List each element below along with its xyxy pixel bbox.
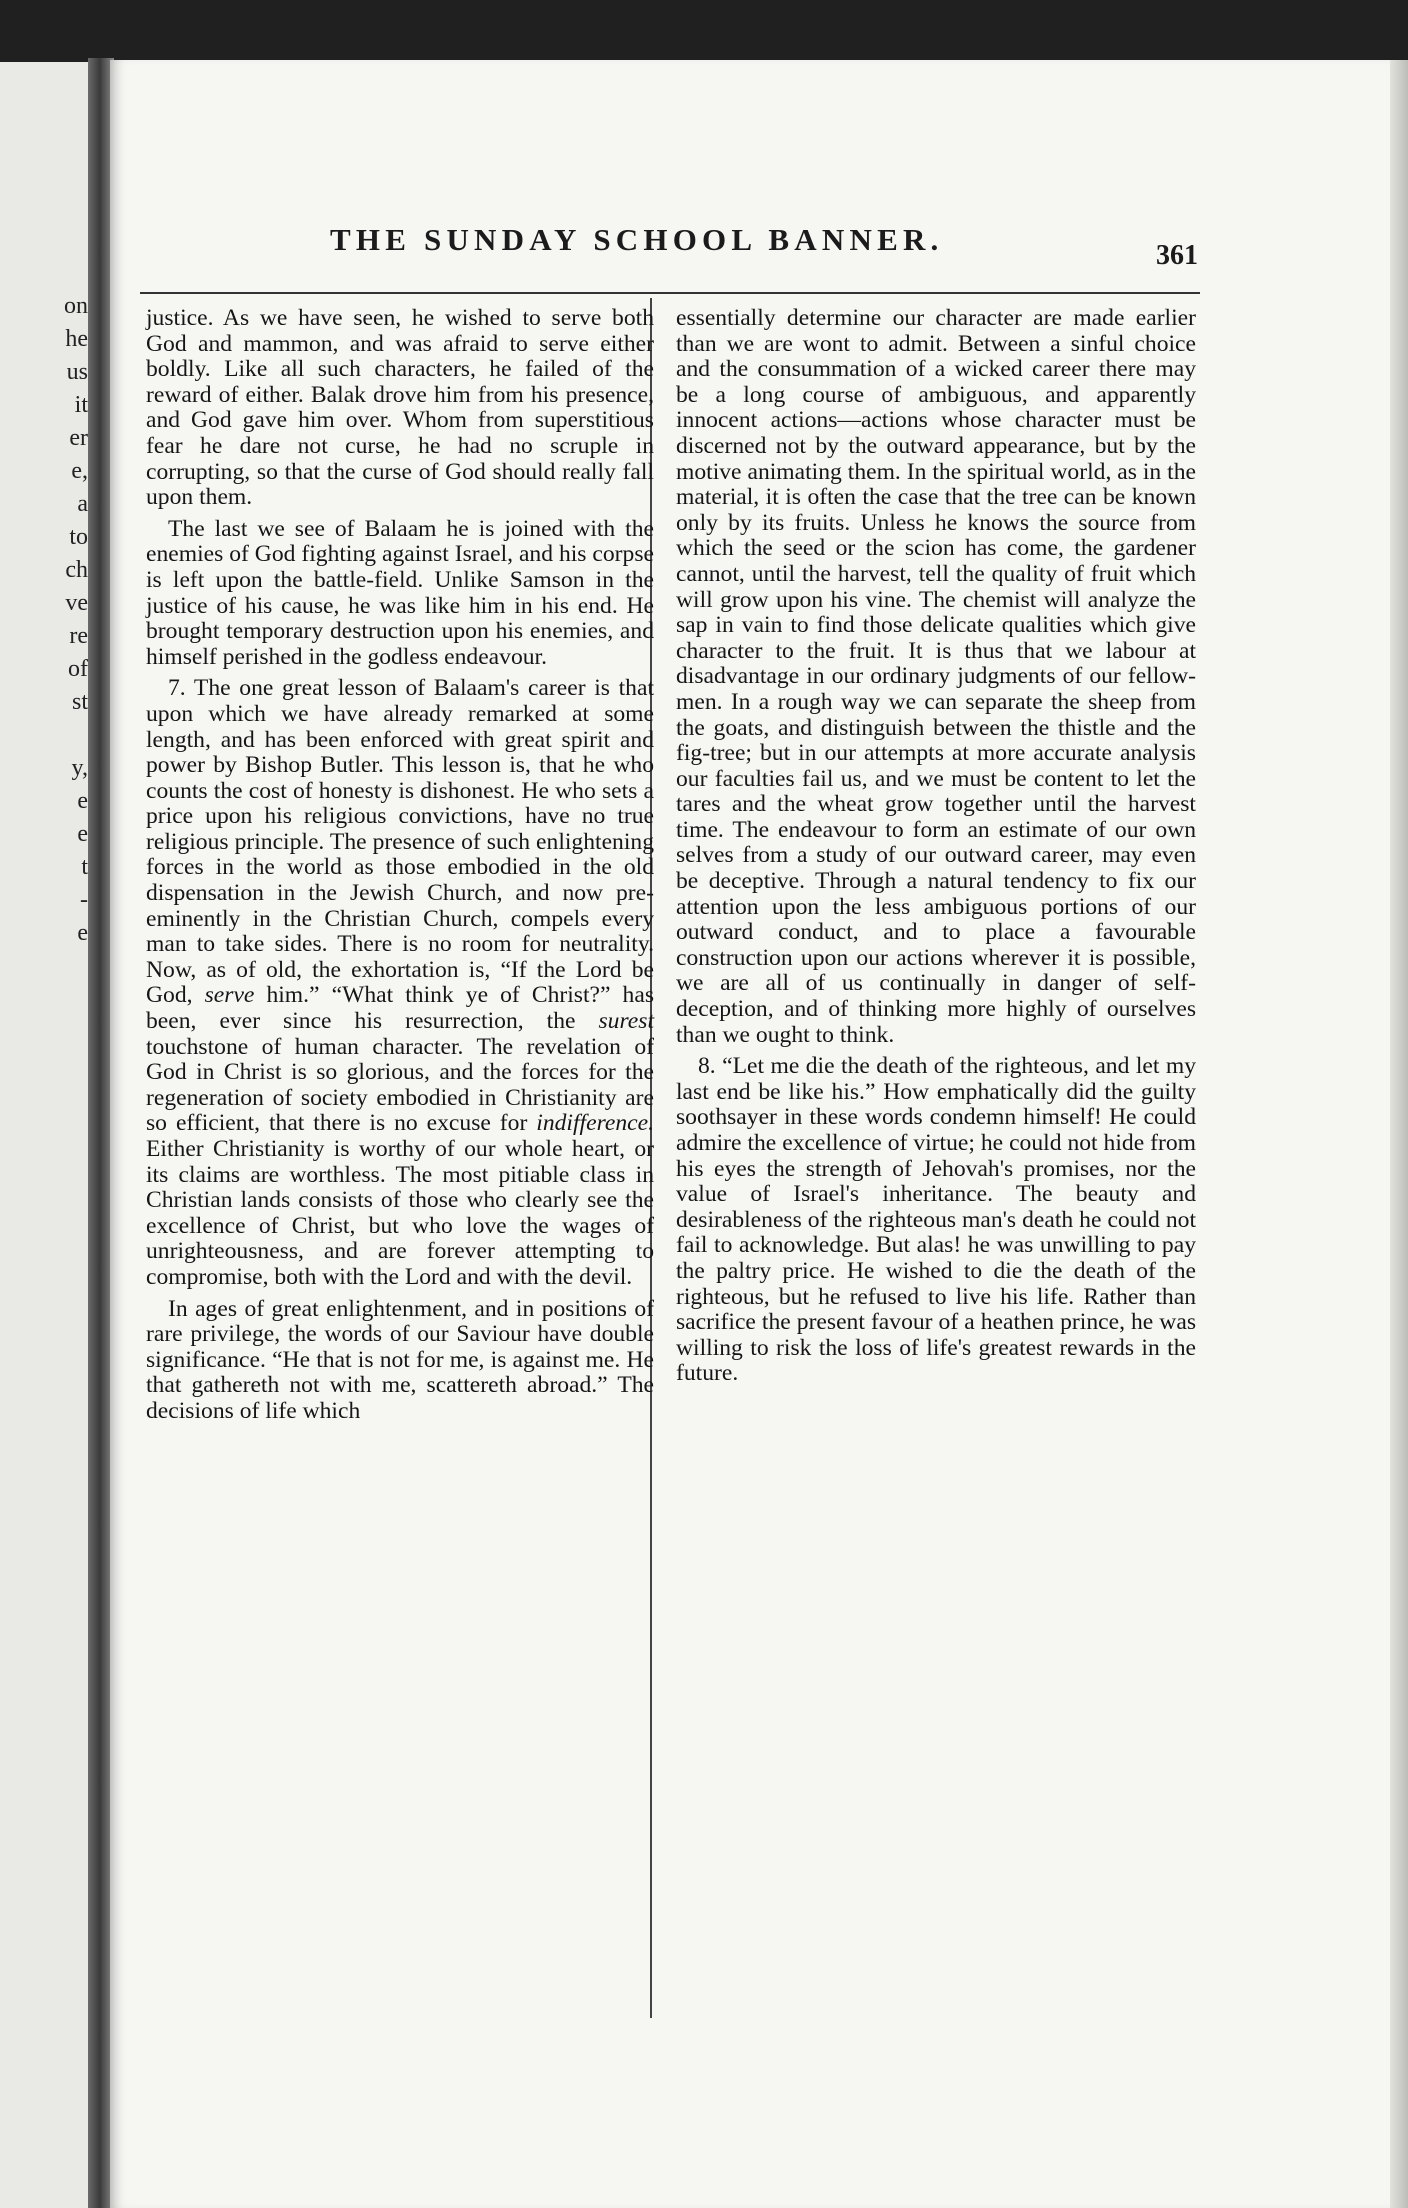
paragraph: essentially determine our character are made earlier than we are wont to admit. Between a sinful choice and the consummation of a wicked career there may be a long course of ambiguous, and apparently innocent actions—actions whose character must be discerned not by the outward appearance, but by the motive animating them. In the spiritual world, as in the material, it is often the case that the tree can be known only by its fruits. Unless he knows the source from which the seed or the scion has come, the gardener cannot, until the harvest, tell the quality of fruit which will grow upon his vine. The chemist will analyze the sap in vain to find those delicate qualities which give character to the fruit. It is thus that we labour at disadvantage in our ordinary judgments of our fellow-men. In a rough way we can separate the sheep from the goats, and distinguish between the thistle and the fig-tree; but in our attempts at more accurate analysis our faculties fail us, and we must be content to let the tares and the wheat grow together until the harvest time. The endeavour to form an estimate of our own selves from a study of our outward career, may even be deceptive. Through a natural tendency to fix our attention upon the less ambiguous portions of our outward conduct, and to place a favourable construction upon our actions wherever it is possible, we are all of us continually in danger of self-deception, and of thinking more highly of ourselves than we ought to think. [676, 305, 1196, 1048]
italic-text: serve [204, 982, 255, 1009]
fragment-line: of [68, 656, 88, 682]
fragment-line: st [71, 689, 88, 715]
scan-top-border [0, 0, 1408, 68]
paragraph [146, 676, 654, 1290]
fragment-line: to [69, 524, 88, 550]
left-text-column [146, 306, 654, 1425]
fragment-line: ch [65, 557, 88, 583]
paragraph: justice. As we have seen, he wished to serve both God and mammon, and was afraid to serve either boldly. Like all such characters, he failed of the reward of either. Balak drove him from his presence, and God gave him over. Whom from superstitious fear he dare not curse, he had no scruple in corrupting, so that the curse of God should really fall upon them. [146, 305, 654, 511]
fragment-line: er [69, 425, 88, 451]
fragment-line: y, [71, 755, 88, 781]
fragment-line: e [77, 788, 88, 814]
text-run: 7. The one great lesson of Balaam's career is that upon which we have already remarked at some length, and has been enforced with great spirit and power by Bishop Butler. This lesson is, that he who counts the cost of honesty is dishonest. He who sets a price upon his religious convictions, have no true religious principle. The presence of such enlightening forces in the world as those embodied in the old dispensation in the Jewish Church, and now pre-eminently in the Christian Church, compels every man to take sides. There is no room for neutrality. Now, as of old, the exhortation is, “If the Lord be God, [146, 675, 654, 1009]
paragraph: In ages of great enlightenment, and in positions of rare privilege, the words of our Saviour have double significance. “He that is not for me, is against me. He that gathereth not with me, scattereth abroad.” The decisions of life which [146, 1295, 654, 1424]
fragment-line: ve [65, 590, 88, 616]
fragment-line: e, [71, 458, 88, 484]
fragment-line: re [69, 623, 88, 649]
page-right-edge [1390, 60, 1408, 2208]
fragment-line [0, 719, 88, 752]
fragment-line: he [65, 326, 88, 352]
fragment-line: a [77, 491, 88, 517]
italic-text: indifference. [536, 1110, 654, 1137]
paragraph: The last we see of Balaam he is joined with the enemies of God fighting against Israel, and his corpse is left upon the battle-field. Unlike Samson in the justice of his cause, he was like him in his end. He brought temporary destruction upon his enemies, and himself perished in the godless endeavour. [146, 515, 654, 670]
fragment-line: t [81, 854, 88, 880]
fragment-line: - [80, 887, 88, 913]
text-run: him.” “What think ye of Christ?” has been, ever since his resurrection, the [146, 982, 654, 1035]
text-run: Either Christianity is worthy of our whole heart, or its claims are worthless. The most pitiable class in Christian lands consists of those who clearly see the excellence of Christ, but who love the wages of unrighteousness, and are forever attempting to compromise, both with the Lord and with the devil. [146, 1136, 654, 1290]
text-run: touchstone of human character. The revelation of God in Christ is so glorious, and the forces for the regeneration of society embodied in Christianity are so efficient, that there is no excuse for [146, 1033, 654, 1137]
italic-text: surest [598, 1008, 654, 1035]
fragment-line: e [77, 920, 88, 946]
fragment-line: on [64, 293, 88, 319]
right-text-column [676, 306, 1196, 1387]
paragraph: 8. “Let me die the death of the righteous, and let my last end be like his.” How emphatically did the guilty soothsayer in these words condemn himself! He could admire the excellence of virtue; he could not hide from his eyes the strength of Jehovah's promises, nor the value of Israel's inheritance. The beauty and desirableness of the righteous man's death he could not fail to acknowledge. But alas! he was unwilling to pay the paltry price. He wished to die the death of the righteous, but he refused to live his life. Rather than sacrifice the present favour of a heathen prince, he was willing to risk the loss of life's greatest rewards in the future. [676, 1053, 1196, 1387]
running-title: THE SUNDAY SCHOOL BANNER. [330, 222, 944, 257]
fragment-line: us [66, 359, 88, 385]
fragment-line: it [74, 392, 88, 418]
fragment-line: e [77, 821, 88, 847]
page-number: 361 [1156, 240, 1198, 271]
left-page-text-fragments [0, 290, 88, 950]
header-rule [140, 292, 1200, 294]
